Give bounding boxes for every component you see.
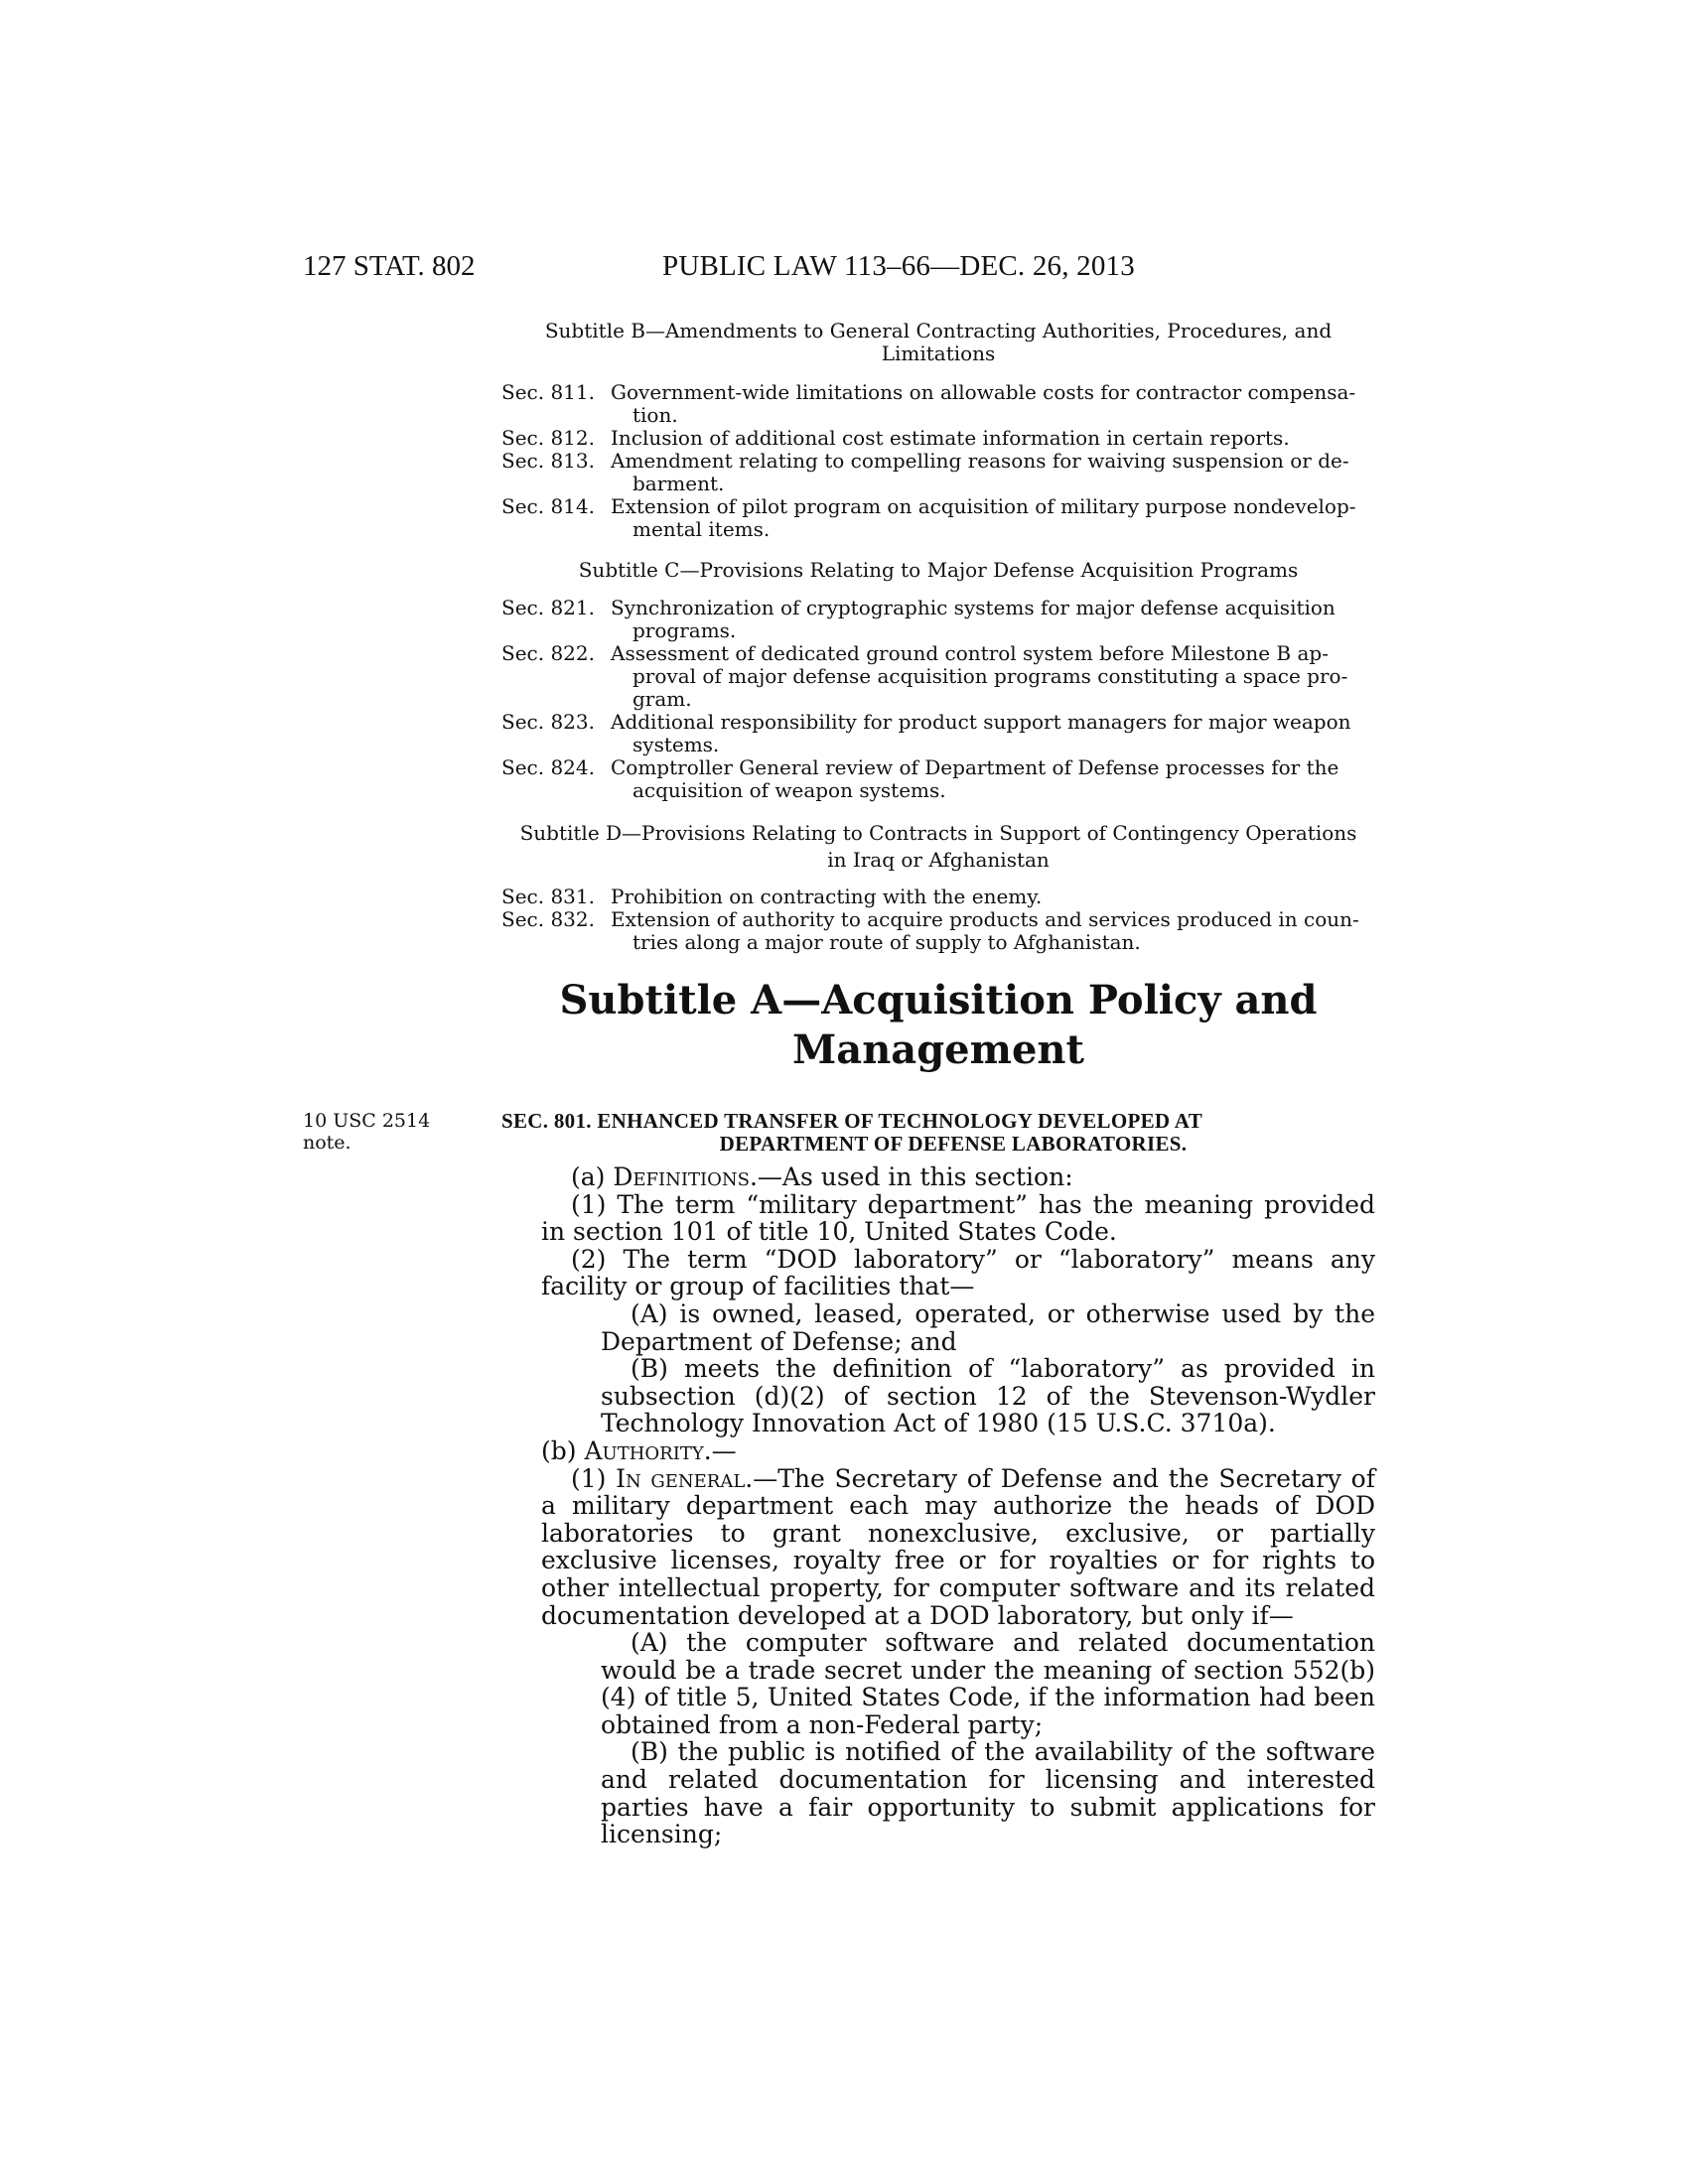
toc-section-number: Sec. 821. (501, 596, 595, 619)
margin-citation-note: 10 USC 2514 note. (303, 1110, 431, 1154)
toc-entry (501, 597, 1375, 642)
toc-subtitle-b-heading: Subtitle B—Amendments to General Contracting Authorities, Procedures, and Limitations (544, 319, 1333, 365)
toc-section-number: Sec. 832. (501, 907, 595, 931)
paragraph-a1: (1) The term “military department” has the meaning provided in section 101 of title 10, United States Code. (541, 1189, 1375, 1247)
statute-page-number: 127 STAT. 802 (303, 250, 476, 282)
toc-section-title: Prohibition on contracting with the enemy. (611, 885, 1043, 908)
toc-section-title: Comptroller General review of Department of Defense processes for the acquisition of weapon systems. (611, 755, 1339, 802)
paragraph-b1: (1) In general.—The Secretary of Defense and the Secretary of a military department each may authorize the heads of DOD laboratories to grant nonexclusive, exclusive, or partially exclusive licenses, royalty free or for royalties or for rights to other intellectual property, for computer software and its related documentation developed at a DOD laboratory, but only if— (541, 1463, 1375, 1630)
toc-entry (501, 495, 1375, 541)
section-801-body (541, 1163, 1375, 1848)
paragraph-a2-B: (B) meets the definition of “laboratory” as provided in subsection (d)(2) of section 12 of the Stevenson-Wydler Technology Innovation Act of 1980 (15 U.S.C. 3710a). (601, 1354, 1375, 1438)
toc-section-number: Sec. 831. (501, 885, 595, 908)
toc-entry (501, 908, 1375, 954)
paragraph-a2-A: (A) is owned, leased, operated, or otherwise used by the Department of Defense; and (601, 1298, 1375, 1356)
subsection-a-definitions: (a) Definitions.—As used in this section: (571, 1162, 1073, 1191)
toc-section-number: Sec. 812. (501, 426, 595, 450)
paragraph-a2: (2) The term “DOD laboratory” or “laboratory” means any facility or group of facilities that— (541, 1244, 1375, 1301)
toc-section-number: Sec. 811. (501, 380, 595, 404)
toc-entry (501, 450, 1375, 495)
toc-entry (501, 886, 1375, 908)
toc-subtitle-b (501, 320, 1375, 375)
toc-section-title: Inclusion of additional cost estimate information in certain reports. (611, 426, 1290, 450)
toc-section-title: Synchronization of cryptographic systems for major defense acquisition programs. (611, 596, 1336, 642)
toc-section-title: Extension of authority to acquire products and services produced in coun- tries along a major route of supply to Afghanistan. (611, 907, 1359, 954)
toc-entry (501, 642, 1375, 711)
toc-section-title: Extension of pilot program on acquisition of military purpose nondevelop- mental items. (611, 494, 1356, 541)
toc-entries-c (501, 597, 1375, 802)
page-header (303, 250, 1355, 290)
toc-section-number: Sec. 813. (501, 449, 595, 473)
subtitle-a-heading: Subtitle A—Acquisition Policy and Management (559, 977, 1318, 1073)
toc-section-title: Amendment relating to compelling reasons for waiving suspension or de- barment. (611, 449, 1349, 495)
toc-entry (501, 381, 1375, 427)
toc-entry (501, 756, 1375, 802)
toc-subtitle-c-heading: Subtitle C—Provisions Relating to Major Defense Acquisition Programs (578, 558, 1299, 582)
toc-subtitle-d-heading: Subtitle D—Provisions Relating to Contracts in Support of Contingency Operations in Iraq or Afghanistan (519, 821, 1357, 872)
section-801-heading: SEC. 801. ENHANCED TRANSFER OF TECHNOLOGY DEVELOPED AT DEPARTMENT OF DEFENSE LABORATORIES. (501, 1109, 1203, 1156)
public-law-title: PUBLIC LAW 113–66—DEC. 26, 2013 (662, 250, 1135, 282)
toc-entries-b (501, 381, 1375, 541)
paragraph-b1-B: (B) the public is notified of the availability of the software and related documentation for licensing and interested parties have a fair opportunity to submit applications for licensing; (601, 1737, 1375, 1849)
toc-entry (501, 427, 1375, 450)
toc-subtitle-c (501, 559, 1375, 596)
toc-entries-d (501, 886, 1375, 954)
paragraph-b1-A: (A) the computer software and related documentation would be a trade secret under the meaning of section 552(b)(4) of title 5, United States Code, if the information had been obtained from a non-Federal party; (601, 1628, 1375, 1739)
toc-entry (501, 711, 1375, 756)
toc-section-number: Sec. 823. (501, 710, 595, 734)
toc-section-title: Government-wide limitations on allowable costs for contractor compensa- tion. (611, 380, 1356, 427)
toc-subtitle-d (501, 820, 1375, 887)
subsection-b-authority: (b) Authority.— (541, 1435, 737, 1465)
toc-section-title: Assessment of dedicated ground control system before Milestone B ap- proval of major defense acquisition programs constituting a space pro- gram. (611, 641, 1348, 711)
toc-section-title: Additional responsibility for product support managers for major weapon systems. (611, 710, 1351, 756)
toc-section-number: Sec. 814. (501, 494, 595, 518)
toc-section-number: Sec. 824. (501, 755, 595, 779)
toc-section-number: Sec. 822. (501, 641, 595, 665)
